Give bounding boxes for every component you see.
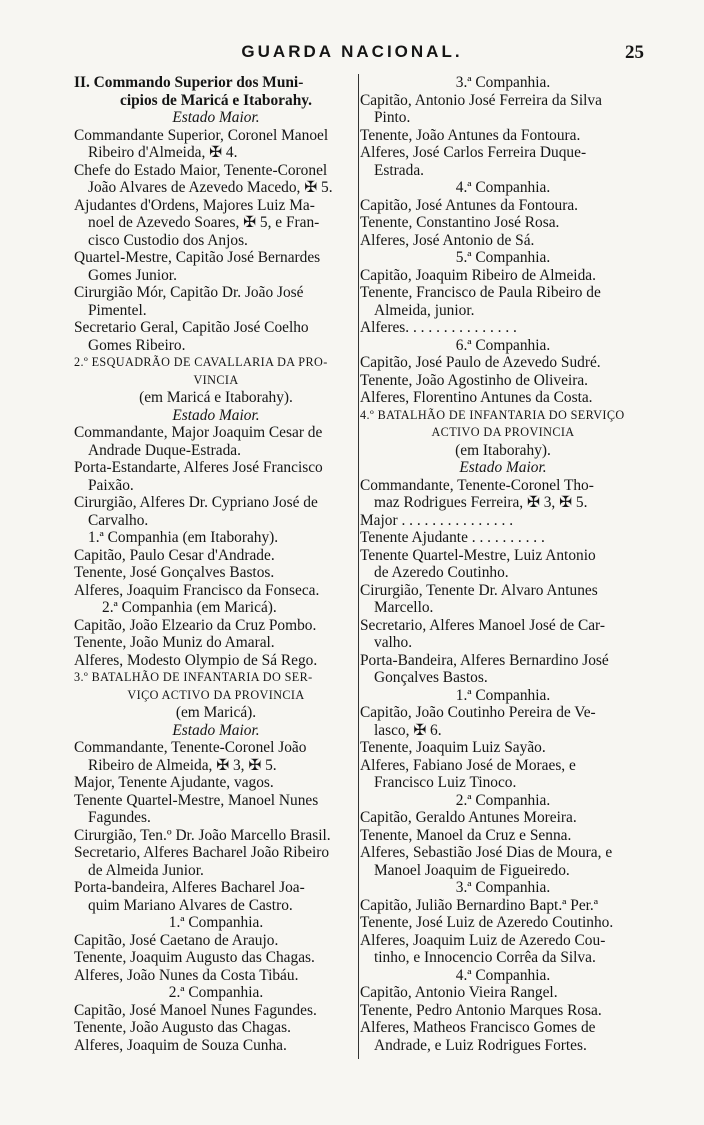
left-column-line: Cirurgião Mór, Capitão Dr. João José — [74, 284, 304, 301]
right-column-line: 3.ª Companhia. — [455, 74, 551, 91]
left-column-line: Capitão, Paulo Cesar d'Andrade. — [74, 546, 275, 564]
right-column-line: lasco, ✠ 6. — [374, 721, 442, 739]
left-column-line: Estado Maior. — [172, 406, 260, 424]
right-column-line: Cirurgião, Tenente Dr. Alvaro Antunes — [360, 581, 598, 599]
right-column-line: Capitão, Antonio José Ferreira da Silva — [360, 91, 602, 109]
right-column-line: Alferes, Sebastião José Dias de Moura, e — [360, 844, 613, 861]
page-number: 25 — [625, 42, 644, 63]
right-column-line: Commandante, Tenente-Coronel Tho- — [360, 476, 594, 494]
left-column-line: VINCIA — [193, 372, 239, 387]
left-column-line: Capitão, José Manoel Nunes Fagundes. — [74, 1001, 317, 1019]
right-column-line: Gonçalves Bastos. — [374, 669, 488, 686]
right-column-line: Alferes, Matheos Francisco Gomes de — [360, 1019, 596, 1036]
right-column-line: 5.ª Companhia. — [455, 249, 551, 266]
left-column-line: Porta-Estandarte, Alferes José Francisco — [74, 459, 323, 476]
left-column-line: cisco Custodio dos Anjos. — [88, 231, 248, 249]
right-column-line: Capitão, José Antunes da Fontoura. — [360, 196, 579, 214]
left-column-line: Commandante Superior, Coronel Manoel — [74, 126, 329, 144]
right-column-line: Tenente Ajudante . . . . . . . . . . — [360, 529, 545, 546]
left-column-line: (em Maricá). — [175, 704, 257, 721]
right-column-line: 1.ª Companhia. — [455, 686, 551, 704]
right-column-line: Capitão, Joaquim Ribeiro de Almeida. — [360, 266, 596, 284]
right-column-line: Tenente, Francisco de Paula Ribeiro de — [360, 284, 601, 301]
left-column-line: 1.ª Companhia. — [168, 914, 264, 931]
right-column-line: Capitão, José Paulo de Azevedo Sudré. — [360, 354, 601, 371]
right-column-line: Tenente, Pedro Antonio Marques Rosa. — [360, 1001, 602, 1019]
left-column-line: Major, Tenente Ajudante, vagos. — [74, 774, 274, 791]
right-column-line: maz Rodrigues Ferreira, ✠ 3, ✠ 5. — [374, 494, 588, 511]
left-column-line: 2.ª Companhia. — [168, 984, 264, 1001]
left-column-line: 2.º ESQUADRÃO DE CAVALLARIA DA PRO- — [74, 355, 328, 369]
right-column-line: Marcello. — [374, 599, 434, 616]
left-column-line: Chefe do Estado Maior, Tenente-Coronel — [74, 161, 328, 179]
left-column-line: Andrade Duque-Estrada. — [88, 441, 241, 459]
column-divider — [358, 74, 359, 1059]
left-column-line: cipios de Maricá e Itaborahy. — [120, 91, 312, 109]
right-column-line: Almeida, junior. — [374, 301, 475, 319]
right-column-line: Porta-Bandeira, Alferes Bernardino José — [360, 651, 609, 669]
left-column-line: 3.º BATALHÃO DE INFANTARIA DO SER- — [74, 670, 313, 684]
right-column-line: (em Itaborahy). — [455, 441, 551, 459]
left-column-line: II. Commando Superior dos Muni- — [74, 74, 304, 91]
left-column-line: Tenente, José Gonçalves Bastos. — [74, 564, 275, 581]
right-column-line: Major . . . . . . . . . . . . . . . — [360, 511, 514, 529]
right-column-line: de Azeredo Coutinho. — [374, 564, 509, 581]
right-column-line: Alferes, Florentino Antunes da Costa. — [360, 389, 593, 406]
left-column-line: Commandante, Tenente-Coronel João — [74, 739, 307, 756]
left-column-line: Ajudantes d'Ordens, Majores Luiz Ma- — [74, 196, 315, 214]
right-column-line: 4.ª Companhia. — [455, 966, 551, 984]
right-column-line: Tenente, José Luiz de Azeredo Coutinho. — [360, 914, 614, 931]
right-column-line: 4.º BATALHÃO DE INFANTARIA DO SERVIÇO — [360, 407, 625, 422]
left-column-line: Capitão, João Elzeario da Cruz Pombo. — [74, 616, 317, 634]
right-column-line: Alferes, José Antonio de Sá. — [360, 231, 535, 249]
right-column-line: 2.ª Companhia. — [455, 791, 551, 809]
right-column-line: Alferes, José Carlos Ferreira Duque- — [360, 144, 587, 161]
left-column-line: Secretario Geral, Capitão José Coelho — [74, 319, 309, 336]
left-column-line: Cirurgião, Alferes Dr. Cypriano José de — [74, 494, 318, 511]
right-column-line: 6.ª Companhia. — [455, 336, 551, 354]
left-column-line: Ribeiro de Almeida, ✠ 3, ✠ 5. — [88, 756, 277, 774]
left-column-line: Alferes, Joaquim de Souza Cunha. — [74, 1036, 287, 1054]
right-column-line: Capitão, Antonio Vieira Rangel. — [360, 984, 558, 1001]
left-column-line: Paixão. — [88, 476, 134, 494]
right-column-line: Tenente, Manoel da Cruz e Senna. — [360, 826, 572, 844]
left-column-line: Alferes, João Nunes da Costa Tibáu. — [74, 966, 299, 984]
left-column-line: Commandante, Major Joaquim Cesar de — [74, 424, 323, 441]
left-column-line: Estado Maior. — [172, 721, 260, 739]
right-column-line: 4.ª Companhia. — [455, 179, 551, 196]
right-column-line: tinho, e Innocencio Corrêa da Silva. — [374, 949, 596, 966]
right-column-line: Manoel Joaquim de Figueiredo. — [374, 861, 570, 879]
left-column-line: Cirurgião, Ten.º Dr. João Marcello Brasil. — [74, 826, 331, 844]
left-column-line: noel de Azevedo Soares, ✠ 5, e Fran- — [88, 214, 320, 231]
left-column-line: Alferes, Modesto Olympio de Sá Rego. — [74, 651, 318, 669]
left-column-line: Tenente, Joaquim Augusto das Chagas. — [74, 949, 315, 966]
right-column-line: 3.ª Companhia. — [455, 879, 551, 896]
left-column-line: 2.ª Companhia (em Maricá). — [102, 599, 277, 616]
left-column-line: Secretario, Alferes Bacharel João Ribeiro — [74, 844, 330, 861]
right-column-line: Tenente, Joaquim Luiz Sayão. — [360, 739, 546, 756]
right-column — [360, 74, 646, 1074]
right-column-line: Tenente, João Antunes da Fontoura. — [360, 126, 581, 144]
right-column-line: Secretario, Alferes Manoel José de Car- — [360, 616, 605, 634]
left-column-line: Tenente, João Augusto das Chagas. — [74, 1019, 291, 1036]
left-column-line: quim Mariano Alvares de Castro. — [88, 896, 293, 914]
right-column-line: Tenente, Constantino José Rosa. — [360, 214, 560, 231]
right-column-line: Alferes, Fabiano José de Moraes, e — [360, 756, 576, 774]
right-column-line: valho. — [374, 634, 413, 651]
left-column-line: VIÇO ACTIVO DA PROVINCIA — [127, 687, 305, 702]
right-column-line: Alferes, Joaquim Luiz de Azeredo Cou- — [360, 931, 606, 949]
right-column-line: Capitão, Geraldo Antunes Moreira. — [360, 809, 577, 826]
right-column-line: Pinto. — [374, 109, 411, 126]
page-header — [0, 42, 704, 70]
left-column-line: de Almeida Junior. — [88, 861, 204, 879]
right-column-line: Andrade, e Luiz Rodrigues Fortes. — [374, 1036, 587, 1054]
left-column-line: Alferes, Joaquim Francisco da Fonseca. — [74, 581, 320, 599]
left-column-line: 1.ª Companhia (em Itaborahy). — [88, 529, 279, 546]
left-column-line: João Alvares de Azevedo Macedo, ✠ 5. — [88, 179, 333, 196]
right-column-line: Tenente Quartel-Mestre, Luiz Antonio — [360, 546, 596, 564]
left-column-line: Gomes Ribeiro. — [88, 336, 186, 354]
right-column-line: Capitão, João Coutinho Pereira de Ve- — [360, 704, 596, 721]
left-column-line: Porta-bandeira, Alferes Bacharel Joa- — [74, 879, 305, 896]
page-title: GUARDA NACIONAL. — [241, 42, 463, 61]
left-column-line: Gomes Junior. — [88, 266, 177, 284]
left-column-line: (em Maricá e Itaborahy). — [139, 389, 293, 406]
right-column-line: Estado Maior. — [459, 459, 547, 476]
left-column-line: Capitão, José Caetano de Araujo. — [74, 931, 279, 949]
right-column-line: Alferes. . . . . . . . . . . . . . . — [360, 319, 517, 336]
left-column-line: Carvalho. — [88, 511, 149, 529]
right-column-line: Tenente, João Agostinho de Oliveira. — [360, 371, 589, 389]
left-column-line: Fagundes. — [88, 809, 151, 826]
left-column-line: Ribeiro d'Almeida, ✠ 4. — [88, 144, 238, 161]
left-column-line: Quartel-Mestre, Capitão José Bernardes — [74, 249, 321, 266]
left-column-line: Tenente Quartel-Mestre, Manoel Nunes — [74, 791, 319, 809]
right-column-line: ACTIVO DA PROVINCIA — [431, 425, 575, 439]
left-column-line: Estado Maior. — [172, 109, 260, 126]
right-column-line: Estrada. — [374, 161, 424, 179]
left-column-line: Pimentel. — [88, 301, 147, 319]
right-column-line: Francisco Luiz Tinoco. — [374, 774, 517, 791]
left-column-line: Tenente, João Muniz do Amaral. — [74, 634, 275, 651]
left-column — [74, 74, 358, 1074]
right-column-line: Capitão, Julião Bernardino Bapt.ª Per.ª — [360, 896, 599, 914]
